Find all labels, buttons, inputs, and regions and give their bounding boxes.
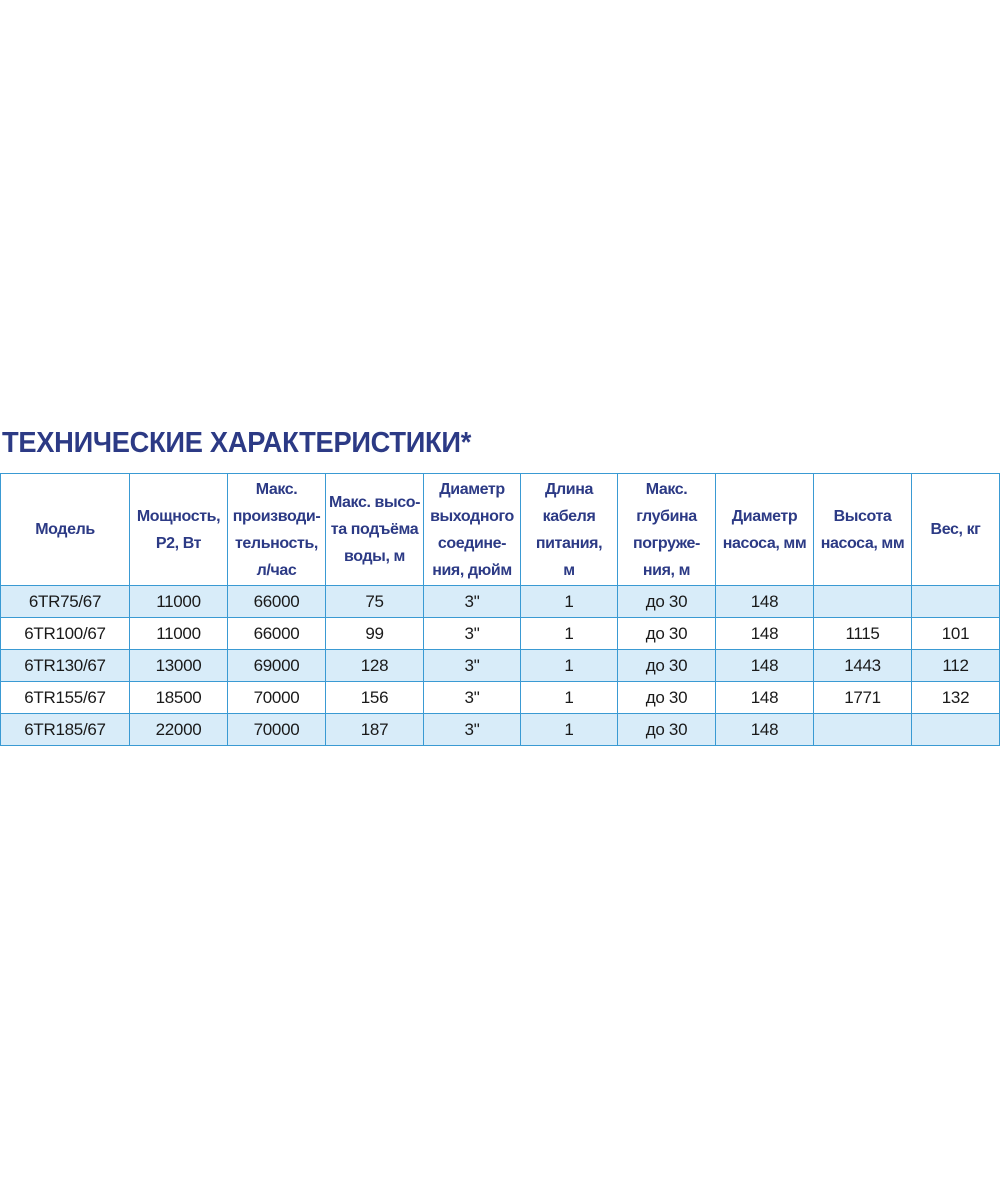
cell-immersion-depth: до 30 [618, 618, 716, 650]
cell-model: 6TR155/67 [1, 682, 130, 714]
column-header-model [1, 474, 130, 586]
column-header-line: Высота [833, 507, 892, 525]
cell-pump-height [814, 714, 912, 746]
cell-head: 187 [326, 714, 424, 746]
column-header-line: насоса, мм [722, 534, 807, 552]
column-header-line: ния, м [642, 561, 691, 579]
cell-outlet-diameter: 3" [424, 618, 521, 650]
cell-pump-height: 1443 [814, 650, 912, 682]
column-header-line: кабеля [542, 507, 596, 525]
cell-outlet-diameter: 3" [424, 650, 521, 682]
cell-pump-diameter: 148 [716, 682, 814, 714]
column-header-line: та подъёма [330, 521, 419, 538]
cell-weight: 101 [912, 618, 1000, 650]
column-header-line: выходного [430, 507, 514, 525]
cell-weight [912, 714, 1000, 746]
cell-immersion-depth: до 30 [618, 714, 716, 746]
cell-power: 11000 [130, 586, 228, 618]
cell-power: 13000 [130, 650, 228, 682]
cell-cable-length: 1 [521, 714, 618, 746]
column-header-pump-diameter [716, 474, 814, 586]
column-header-line: питания, [535, 534, 603, 552]
column-header-line: глубина [636, 507, 697, 525]
cell-immersion-depth: до 30 [618, 682, 716, 714]
cell-power: 18500 [130, 682, 228, 714]
specs-table [0, 473, 1000, 746]
column-header-line: насоса, мм [820, 534, 905, 552]
column-header-line: воды, м [344, 548, 405, 565]
column-header-line: Диаметр [731, 507, 798, 525]
table-row [1, 682, 1000, 714]
column-header-line: Макс. [255, 480, 298, 498]
cell-outlet-diameter: 3" [424, 586, 521, 618]
column-header-line: Модель [35, 521, 95, 538]
column-header-line: производи- [232, 507, 321, 525]
cell-head: 75 [326, 586, 424, 618]
column-header-line: Диаметр [439, 480, 505, 498]
column-header-line: Макс. [645, 480, 688, 498]
column-header-line: ния, дюйм [432, 561, 512, 579]
table-row [1, 714, 1000, 746]
cell-pump-height [814, 586, 912, 618]
cell-capacity: 70000 [228, 714, 326, 746]
column-header-line: Вес, кг [930, 521, 981, 538]
page-title: ТЕХНИЧЕСКИЕ ХАРАКТЕРИСТИКИ* [2, 427, 472, 459]
column-header-outlet-diameter [424, 474, 521, 586]
cell-immersion-depth: до 30 [618, 650, 716, 682]
cell-pump-diameter: 148 [716, 586, 814, 618]
cell-outlet-diameter: 3" [424, 682, 521, 714]
table-row [1, 650, 1000, 682]
column-header-weight [912, 474, 1000, 586]
column-header-line: P2, Вт [155, 534, 202, 552]
cell-capacity: 66000 [228, 586, 326, 618]
table-row [1, 618, 1000, 650]
cell-pump-diameter: 148 [716, 618, 814, 650]
column-header-line: м [563, 561, 575, 579]
column-header-line: Длина [545, 480, 593, 498]
cell-cable-length: 1 [521, 682, 618, 714]
column-header-line: соедине- [437, 534, 507, 552]
column-header-cable-length [521, 474, 618, 586]
header-row [1, 474, 1000, 586]
table-row [1, 586, 1000, 618]
cell-power: 11000 [130, 618, 228, 650]
cell-weight: 112 [912, 650, 1000, 682]
cell-head: 128 [326, 650, 424, 682]
cell-head: 156 [326, 682, 424, 714]
column-header-head [326, 474, 424, 586]
cell-model: 6TR75/67 [1, 586, 130, 618]
column-header-capacity [228, 474, 326, 586]
column-header-line: Мощность, [136, 507, 221, 525]
cell-power: 22000 [130, 714, 228, 746]
cell-pump-diameter: 148 [716, 650, 814, 682]
cell-capacity: 70000 [228, 682, 326, 714]
cell-capacity: 69000 [228, 650, 326, 682]
cell-cable-length: 1 [521, 618, 618, 650]
column-header-line: л/час [256, 561, 297, 579]
column-header-line: тельность, [235, 534, 318, 552]
cell-cable-length: 1 [521, 586, 618, 618]
cell-model: 6TR130/67 [1, 650, 130, 682]
cell-weight [912, 586, 1000, 618]
cell-capacity: 66000 [228, 618, 326, 650]
cell-pump-diameter: 148 [716, 714, 814, 746]
table-body [1, 586, 1000, 746]
cell-immersion-depth: до 30 [618, 586, 716, 618]
cell-cable-length: 1 [521, 650, 618, 682]
column-header-line: Макс. высо- [328, 494, 421, 511]
cell-outlet-diameter: 3" [424, 714, 521, 746]
cell-weight: 132 [912, 682, 1000, 714]
cell-model: 6TR185/67 [1, 714, 130, 746]
column-header-power [130, 474, 228, 586]
cell-head: 99 [326, 618, 424, 650]
column-header-line: погруже- [633, 534, 700, 552]
cell-model: 6TR100/67 [1, 618, 130, 650]
column-header-pump-height [814, 474, 912, 586]
column-header-immersion-depth [618, 474, 716, 586]
cell-pump-height: 1115 [814, 618, 912, 650]
cell-pump-height: 1771 [814, 682, 912, 714]
